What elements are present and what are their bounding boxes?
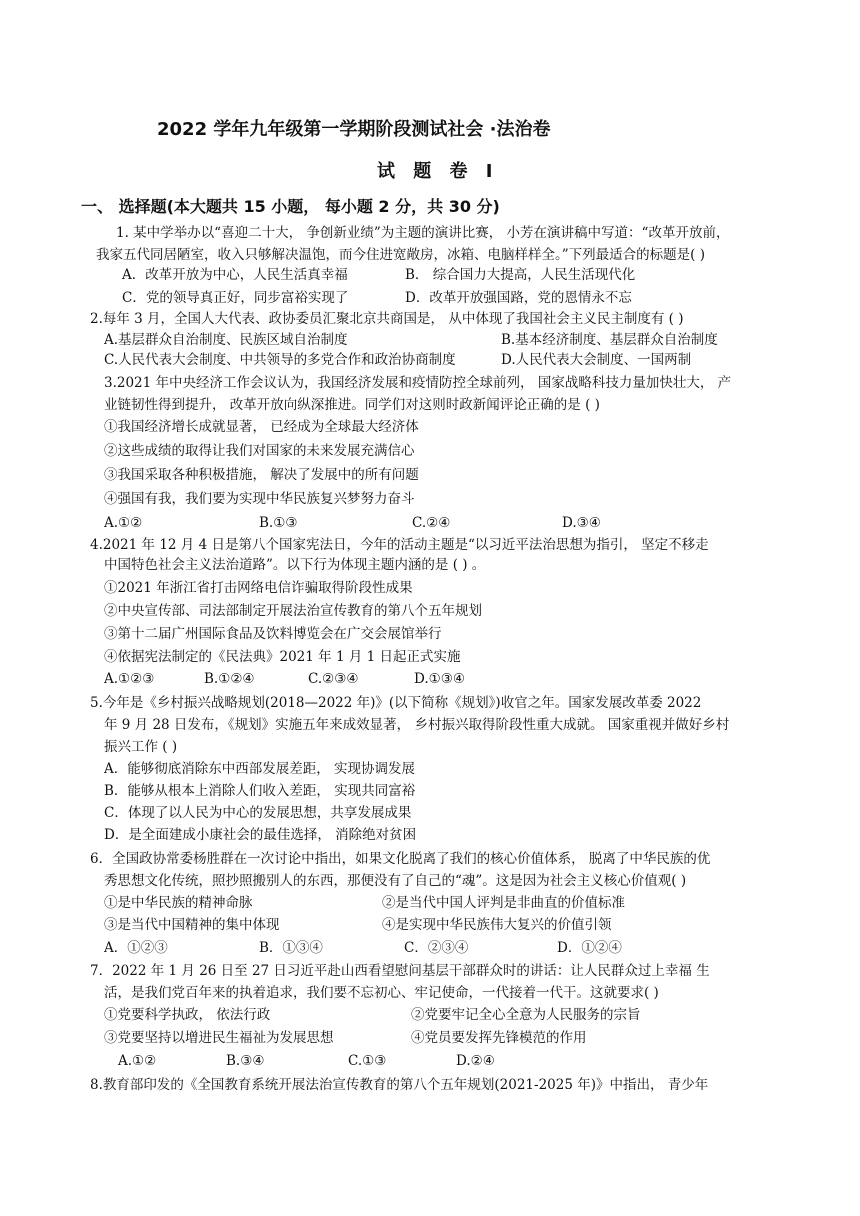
- question-3-stem-line-1: 3.2021 年中央经济工作会议认为，我国经济发展和疫情防控全球前列， 国家战略科技力量加快壮大， 产: [104, 375, 732, 391]
- question-3-statement-2: ②这些成绩的取得让我们对国家的未来发展充满信心: [104, 443, 415, 459]
- question-4-option-c: C.②③④: [308, 671, 359, 687]
- question-6-option-c: C．②③④: [404, 940, 469, 956]
- section-heading: 一、 选择题(本大题共 15 小题， 每小题 2 分，共 30 分): [81, 197, 500, 216]
- question-5-stem-line-1: 5.今年是《乡村振兴战略规划(2018—2022 年)》(以下简称《规划》)收官之年。国家发展改革委 2022: [90, 695, 702, 711]
- question-3-option-b: B.①③: [259, 515, 298, 531]
- question-4-statement-4: ④依据宪法制定的《民法典》2021 年 1 月 1 日起正式实施: [104, 649, 461, 665]
- question-4-statement-2: ②中央宣传部、司法部制定开展法治宣传教育的第八个五年规划: [104, 603, 482, 619]
- question-2-option-d: D.人民代表大会制度、一国两制: [501, 352, 692, 368]
- question-7-option-d: D.②④: [456, 1053, 495, 1069]
- question-7-option-a: A.①②: [118, 1053, 157, 1069]
- question-4-option-d: D.①③④: [414, 671, 465, 687]
- question-1-option-b: B． 综合国力大提高，人民生活现代化: [405, 267, 636, 283]
- question-8-stem-line-1: 8.教育部印发的《全国教育系统开展法治宣传教育的第八个五年规划(2021-2025 年)》中指出， 青少年: [90, 1077, 709, 1093]
- question-5-option-a: A．能够彻底消除东中西部发展差距， 实现协调发展: [104, 761, 416, 777]
- page-subtitle: 试 题 卷 Ⅰ: [377, 161, 499, 182]
- question-5-stem-line-3: 振兴工作 ( ): [104, 739, 178, 755]
- question-7-statement-2: ②党要牢记全心全意为人民服务的宗旨: [411, 1007, 641, 1023]
- question-6-option-a: A．①②③: [104, 940, 168, 956]
- question-2-option-c: C.人民代表大会制度、中共领导的多党合作和政治协商制度: [104, 352, 456, 368]
- question-6-stem-line-1: 6．全国政协常委杨胜群在一次讨论中指出，如果文化脱离了我们的核心价值体系， 脱离了中华民族的优: [90, 851, 711, 867]
- question-7-option-b: B.③④: [226, 1053, 265, 1069]
- question-6-statement-3: ③是当代中国精神的集中体现: [104, 917, 280, 933]
- question-5-stem-line-2: 年 9 月 28 日发布，《规划》实施五年来成效显著， 乡村振兴取得阶段性重大成就。 国家重视并做好乡村: [104, 717, 730, 733]
- question-3-statement-3: ③我国采取各种积极措施， 解决了发展中的所有问题: [104, 467, 419, 483]
- question-2-option-b: B.基本经济制度、基层群众自治制度: [501, 332, 718, 348]
- question-1-option-c: C．党的领导真正好，同步富裕实现了: [122, 290, 349, 306]
- question-4-stem-line-2: 中国特色社会主义法治道路”。以下行为体现主题内涵的是 ( ) 。: [104, 557, 486, 573]
- question-7-option-c: C.①③: [348, 1053, 387, 1069]
- question-1-stem-line-2: 我家五代同居陋室，收入只够解决温饱，而今住进宽敞房，冰箱、电脑样样全。”下列最适合的标题是( ): [96, 247, 705, 263]
- question-6-statement-4: ④是实现中华民族伟大复兴的价值引领: [382, 917, 612, 933]
- question-7-statement-1: ①党要科学执政， 依法行政: [104, 1007, 271, 1023]
- question-2-stem: 2.每年 3 月，全国人大代表、政协委员汇聚北京共商国是， 从中体现了我国社会主义民主制度有 ( ): [90, 311, 684, 327]
- question-7-statement-3: ③党要坚持以增进民生福祉为发展思想: [104, 1030, 334, 1046]
- question-6-statement-2: ②是当代中国人评判是非曲直的价值标准: [382, 895, 625, 911]
- question-1-option-d: D．改革开放强国路，党的恩情永不忘: [405, 290, 632, 306]
- question-7-statement-4: ④党员要发挥先锋模范的作用: [411, 1030, 587, 1046]
- question-6-option-b: B．①③④: [259, 940, 323, 956]
- question-4-option-b: B.①②④: [204, 671, 255, 687]
- question-4-stem-line-1: 4.2021 年 12 月 4 日是第八个国家宪法日，今年的活动主题是“以习近平法治思想为指引， 坚定不移走: [90, 537, 709, 553]
- question-6-statement-1: ①是中华民族的精神命脉: [104, 895, 253, 911]
- question-4-statement-3: ③第十二届广州国际食品及饮料博览会在广交会展馆举行: [104, 626, 442, 642]
- question-3-option-a: A.①②: [104, 515, 143, 531]
- question-3-option-c: C.②④: [412, 515, 451, 531]
- page-title: 2022 学年九年级第一学期阶段测试社会 ·法治卷: [157, 119, 551, 140]
- question-3-stem-line-2: 业链韧性得到提升， 改革开放向纵深推进。同学们对这则时政新闻评论正确的是 ( ): [104, 397, 600, 413]
- question-5-option-b: B．能够从根本上消除人们收入差距， 实现共同富裕: [104, 783, 416, 799]
- question-6-stem-line-2: 秀思想文化传统，照抄照搬别人的东西，那便没有了自己的“魂”。这是因为社会主义核心价值观( ): [104, 873, 687, 889]
- question-1-stem-line-1: 1. 某中学举办以“喜迎二十大， 争创新业绩”为主题的演讲比赛， 小芳在演讲稿中写道：“改革开放前，: [116, 225, 730, 241]
- question-3-statement-1: ①我国经济增长成就显著， 已经成为全球最大经济体: [104, 419, 419, 435]
- question-7-stem-line-2: 活，是我们党百年来的执着追求，我们要不忘初心、牢记使命，一代接着一代干。这就要求( ): [104, 985, 659, 1001]
- question-4-statement-1: ①2021 年浙江省打击网络电信诈骗取得阶段性成果: [104, 580, 413, 596]
- question-2-option-a: A.基层群众自治制度、民族区域自治制度: [104, 332, 348, 348]
- question-3-option-d: D.③④: [562, 515, 601, 531]
- question-5-option-d: D．是全面建成小康社会的最佳选择， 消除绝对贫困: [104, 827, 417, 843]
- question-5-option-c: C．体现了以人民为中心的发展思想，共享发展成果: [104, 805, 412, 821]
- question-7-stem-line-1: 7．2022 年 1 月 26 日至 27 日习近平赴山西看望慰问基层干部群众时的讲话：让人民群众过上幸福 生: [90, 963, 710, 979]
- question-1-option-a: A．改革开放为中心，人民生活真幸福: [122, 267, 348, 283]
- question-4-option-a: A.①②③: [104, 671, 155, 687]
- question-6-option-d: D．①②④: [557, 940, 622, 956]
- question-3-statement-4: ④强国有我，我们要为实现中华民族复兴梦努力奋斗: [104, 491, 415, 507]
